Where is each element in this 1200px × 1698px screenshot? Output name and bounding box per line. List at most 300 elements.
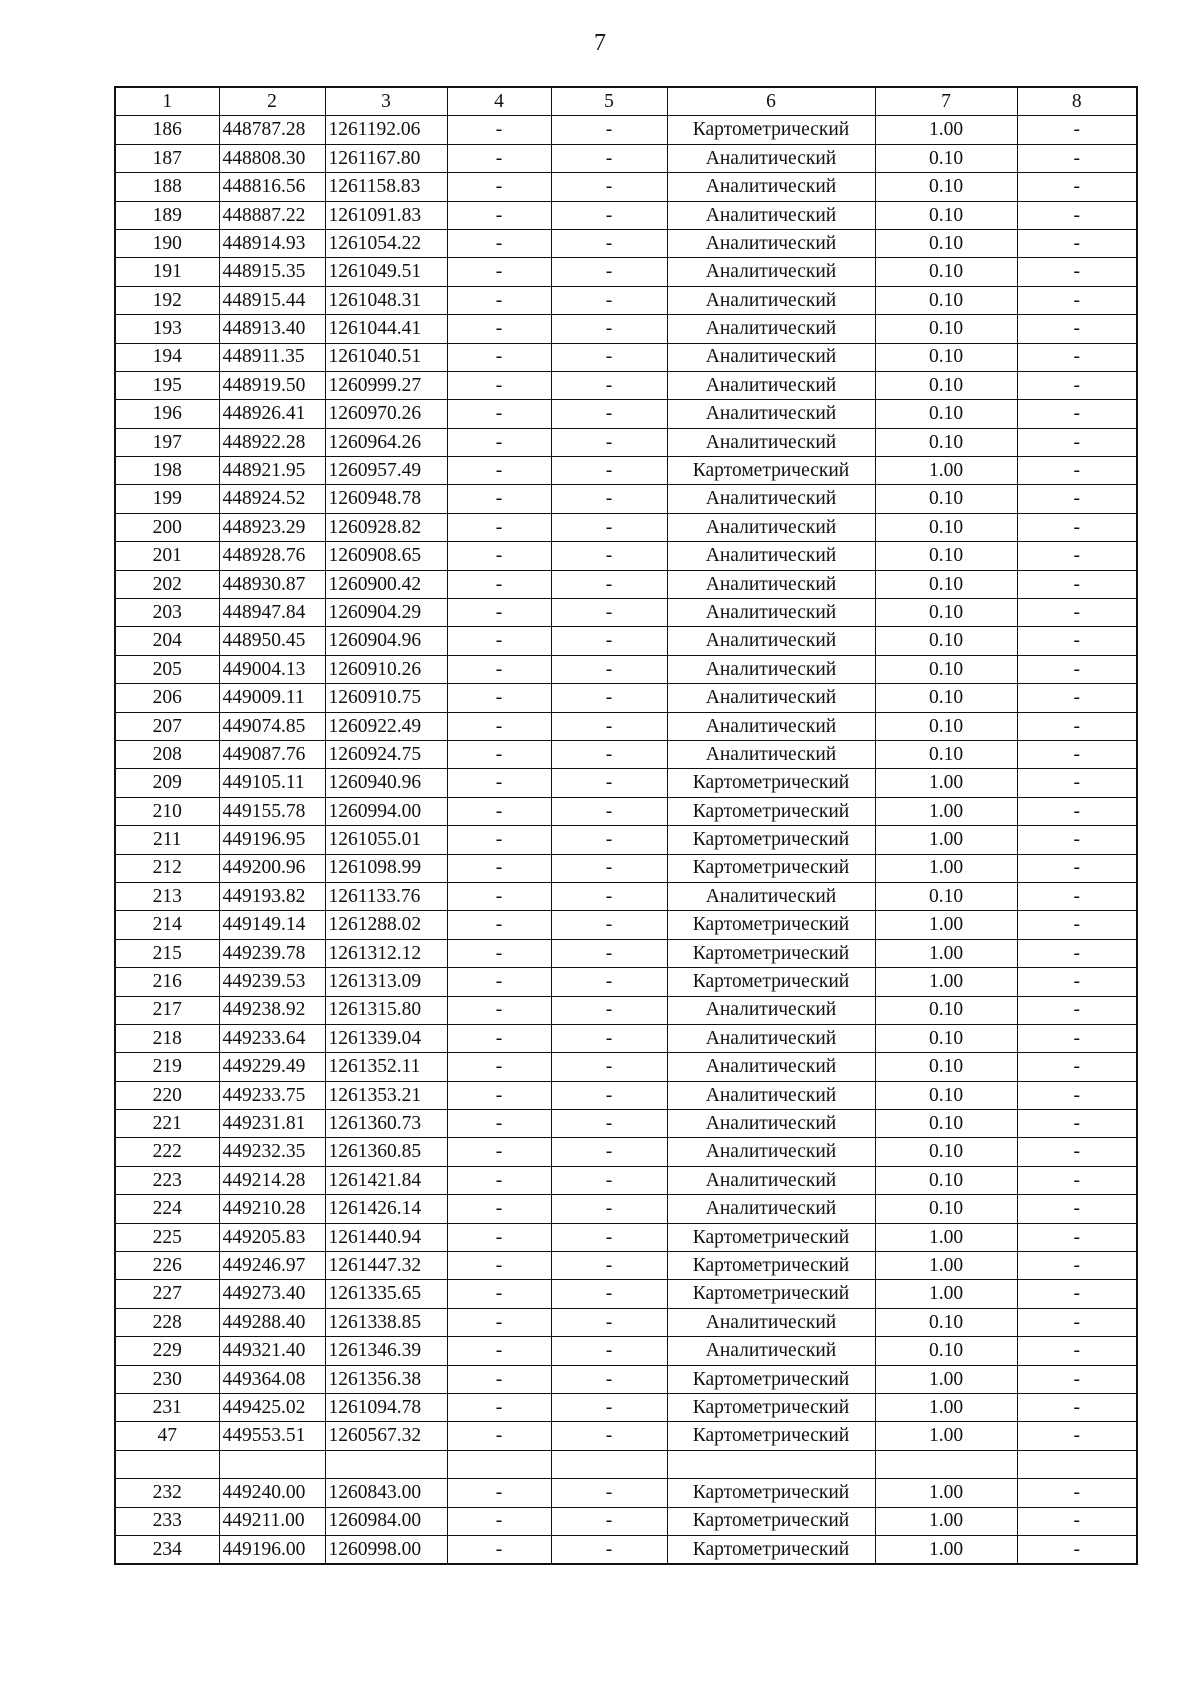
point-number: 214 xyxy=(115,911,219,939)
table-row xyxy=(115,485,1137,513)
column-8-value: - xyxy=(1017,1308,1137,1336)
x-coordinate: 449205.83 xyxy=(219,1223,325,1251)
point-number: 233 xyxy=(115,1507,219,1535)
column-5-value: - xyxy=(551,769,667,797)
accuracy-cell: 0.10 xyxy=(875,1110,1017,1138)
method-cell: Аналитический xyxy=(667,1110,875,1138)
column-8-value xyxy=(1017,1450,1137,1478)
method-cell: Картометрический xyxy=(667,457,875,485)
y-coordinate: 1260964.26 xyxy=(325,428,447,456)
column-5-value: - xyxy=(551,457,667,485)
column-5-value: - xyxy=(551,882,667,910)
table-row xyxy=(115,826,1137,854)
column-8-value: - xyxy=(1017,1535,1137,1564)
column-8-value: - xyxy=(1017,485,1137,513)
column-4-value: - xyxy=(447,201,551,229)
accuracy-cell: 0.10 xyxy=(875,1024,1017,1052)
accuracy-cell: 0.10 xyxy=(875,882,1017,910)
y-coordinate: 1261049.51 xyxy=(325,258,447,286)
column-8-value: - xyxy=(1017,797,1137,825)
point-number: 230 xyxy=(115,1365,219,1393)
x-coordinate: 449238.92 xyxy=(219,996,325,1024)
point-number: 220 xyxy=(115,1081,219,1109)
column-8-value: - xyxy=(1017,173,1137,201)
column-5-value: - xyxy=(551,1024,667,1052)
accuracy-cell: 0.10 xyxy=(875,513,1017,541)
column-8-value: - xyxy=(1017,1110,1137,1138)
accuracy-cell: 1.00 xyxy=(875,797,1017,825)
column-4-value: - xyxy=(447,513,551,541)
column-5-value: - xyxy=(551,1166,667,1194)
x-coordinate: 449196.00 xyxy=(219,1535,325,1564)
table-row xyxy=(115,1110,1137,1138)
column-8-value: - xyxy=(1017,882,1137,910)
x-coordinate: 448947.84 xyxy=(219,599,325,627)
x-coordinate: 449214.28 xyxy=(219,1166,325,1194)
column-8-value: - xyxy=(1017,286,1137,314)
x-coordinate: 448915.44 xyxy=(219,286,325,314)
y-coordinate: 1261288.02 xyxy=(325,911,447,939)
y-coordinate: 1261356.38 xyxy=(325,1365,447,1393)
column-5-value: - xyxy=(551,428,667,456)
column-4-value: - xyxy=(447,939,551,967)
point-number: 187 xyxy=(115,144,219,172)
column-8-value: - xyxy=(1017,1138,1137,1166)
y-coordinate: 1260940.96 xyxy=(325,769,447,797)
accuracy-cell: 0.10 xyxy=(875,684,1017,712)
method-cell: Картометрический xyxy=(667,797,875,825)
accuracy-cell: 1.00 xyxy=(875,939,1017,967)
point-number: 213 xyxy=(115,882,219,910)
y-coordinate: 1261192.06 xyxy=(325,116,447,144)
column-4-value: - xyxy=(447,1110,551,1138)
column-4-value: - xyxy=(447,116,551,144)
point-number: 215 xyxy=(115,939,219,967)
column-4-value: - xyxy=(447,1422,551,1450)
column-5-value: - xyxy=(551,1223,667,1251)
x-coordinate: 449004.13 xyxy=(219,655,325,683)
column-8-value: - xyxy=(1017,201,1137,229)
column-8-value: - xyxy=(1017,229,1137,257)
accuracy-cell: 0.10 xyxy=(875,1337,1017,1365)
column-4-value: - xyxy=(447,173,551,201)
column-4-value: - xyxy=(447,740,551,768)
column-8-value: - xyxy=(1017,1223,1137,1251)
table-row xyxy=(115,1479,1137,1507)
column-8-value: - xyxy=(1017,258,1137,286)
accuracy-cell: 0.10 xyxy=(875,286,1017,314)
column-8-value: - xyxy=(1017,1024,1137,1052)
y-coordinate: 1260910.26 xyxy=(325,655,447,683)
x-coordinate: 448911.35 xyxy=(219,343,325,371)
column-4-value: - xyxy=(447,826,551,854)
method-cell: Аналитический xyxy=(667,712,875,740)
accuracy-cell: 0.10 xyxy=(875,144,1017,172)
x-coordinate: 449200.96 xyxy=(219,854,325,882)
point-number: 204 xyxy=(115,627,219,655)
point-number: 223 xyxy=(115,1166,219,1194)
point-number: 199 xyxy=(115,485,219,513)
method-cell: Картометрический xyxy=(667,939,875,967)
method-cell: Картометрический xyxy=(667,1393,875,1421)
y-coordinate: 1261054.22 xyxy=(325,229,447,257)
method-cell: Картометрический xyxy=(667,1535,875,1564)
column-4-value: - xyxy=(447,1223,551,1251)
y-coordinate: 1260922.49 xyxy=(325,712,447,740)
x-coordinate: 449321.40 xyxy=(219,1337,325,1365)
column-5-value: - xyxy=(551,485,667,513)
accuracy-cell: 0.10 xyxy=(875,740,1017,768)
column-4-value: - xyxy=(447,1507,551,1535)
x-coordinate: 449239.78 xyxy=(219,939,325,967)
x-coordinate: 448787.28 xyxy=(219,116,325,144)
column-4-value: - xyxy=(447,1138,551,1166)
table-row xyxy=(115,939,1137,967)
point-number: 207 xyxy=(115,712,219,740)
y-coordinate: 1260904.96 xyxy=(325,627,447,655)
x-coordinate: 449240.00 xyxy=(219,1479,325,1507)
method-cell: Картометрический xyxy=(667,1365,875,1393)
method-cell: Картометрический xyxy=(667,854,875,882)
method-cell: Аналитический xyxy=(667,570,875,598)
column-5-value: - xyxy=(551,712,667,740)
x-coordinate: 448816.56 xyxy=(219,173,325,201)
method-cell: Аналитический xyxy=(667,201,875,229)
column-5-value: - xyxy=(551,939,667,967)
column-5-value: - xyxy=(551,542,667,570)
accuracy-cell: 0.10 xyxy=(875,627,1017,655)
x-coordinate: 449074.85 xyxy=(219,712,325,740)
x-coordinate: 449239.53 xyxy=(219,968,325,996)
accuracy-cell: 0.10 xyxy=(875,371,1017,399)
column-4-value: - xyxy=(447,1337,551,1365)
table-row xyxy=(115,457,1137,485)
y-coordinate: 1260843.00 xyxy=(325,1479,447,1507)
column-8-value: - xyxy=(1017,599,1137,627)
point-number: 202 xyxy=(115,570,219,598)
table-row xyxy=(115,655,1137,683)
x-coordinate: 448928.76 xyxy=(219,542,325,570)
table-row xyxy=(115,343,1137,371)
table-row xyxy=(115,1223,1137,1251)
column-5-value: - xyxy=(551,1535,667,1564)
y-coordinate: 1261346.39 xyxy=(325,1337,447,1365)
column-4-value: - xyxy=(447,797,551,825)
y-coordinate: 1260957.49 xyxy=(325,457,447,485)
column-8-value: - xyxy=(1017,939,1137,967)
column-8-value: - xyxy=(1017,1053,1137,1081)
column-4-value: - xyxy=(447,911,551,939)
table-row xyxy=(115,1024,1137,1052)
point-number: 217 xyxy=(115,996,219,1024)
x-coordinate: 448924.52 xyxy=(219,485,325,513)
column-4-value: - xyxy=(447,258,551,286)
column-4-value: - xyxy=(447,882,551,910)
y-coordinate: 1261313.09 xyxy=(325,968,447,996)
column-4-value: - xyxy=(447,1024,551,1052)
column-8-value: - xyxy=(1017,457,1137,485)
y-coordinate: 1261098.99 xyxy=(325,854,447,882)
point-number: 205 xyxy=(115,655,219,683)
method-cell: Аналитический xyxy=(667,1053,875,1081)
table-row xyxy=(115,1138,1137,1166)
table-row xyxy=(115,116,1137,144)
column-5-value: - xyxy=(551,173,667,201)
point-number: 200 xyxy=(115,513,219,541)
column-5-value: - xyxy=(551,854,667,882)
column-5-value: - xyxy=(551,1252,667,1280)
method-cell: Аналитический xyxy=(667,627,875,655)
y-coordinate: 1261133.76 xyxy=(325,882,447,910)
point-number: 188 xyxy=(115,173,219,201)
column-4-value: - xyxy=(447,1479,551,1507)
y-coordinate: 1261360.85 xyxy=(325,1138,447,1166)
column-4-value: - xyxy=(447,1053,551,1081)
accuracy-cell: 0.10 xyxy=(875,655,1017,683)
column-8-value: - xyxy=(1017,854,1137,882)
column-8-value: - xyxy=(1017,1337,1137,1365)
x-coordinate: 449210.28 xyxy=(219,1195,325,1223)
column-5-value: - xyxy=(551,655,667,683)
table-row xyxy=(115,1422,1137,1450)
method-cell: Картометрический xyxy=(667,1422,875,1450)
method-cell: Картометрический xyxy=(667,116,875,144)
x-coordinate: 449246.97 xyxy=(219,1252,325,1280)
column-5-value: - xyxy=(551,1308,667,1336)
method-cell: Картометрический xyxy=(667,826,875,854)
y-coordinate: 1260994.00 xyxy=(325,797,447,825)
method-cell: Картометрический xyxy=(667,968,875,996)
method-cell: Аналитический xyxy=(667,684,875,712)
table-row xyxy=(115,968,1137,996)
table-row xyxy=(115,1308,1137,1336)
method-cell: Аналитический xyxy=(667,599,875,627)
table-row xyxy=(115,740,1137,768)
point-number: 194 xyxy=(115,343,219,371)
column-4-value: - xyxy=(447,655,551,683)
x-coordinate: 448808.30 xyxy=(219,144,325,172)
table-row xyxy=(115,996,1137,1024)
column-header: 2 xyxy=(219,87,325,116)
point-number: 192 xyxy=(115,286,219,314)
accuracy-cell: 1.00 xyxy=(875,1507,1017,1535)
accuracy-cell: 1.00 xyxy=(875,911,1017,939)
column-5-value: - xyxy=(551,1507,667,1535)
page-number: 7 xyxy=(594,30,606,56)
column-4-value: - xyxy=(447,286,551,314)
column-5-value: - xyxy=(551,599,667,627)
column-5-value: - xyxy=(551,968,667,996)
accuracy-cell: 1.00 xyxy=(875,1280,1017,1308)
accuracy-cell: 1.00 xyxy=(875,1479,1017,1507)
column-8-value: - xyxy=(1017,570,1137,598)
table-row xyxy=(115,513,1137,541)
column-8-value: - xyxy=(1017,343,1137,371)
column-4-value: - xyxy=(447,428,551,456)
column-8-value: - xyxy=(1017,1280,1137,1308)
accuracy-cell: 0.10 xyxy=(875,542,1017,570)
column-5-value: - xyxy=(551,1393,667,1421)
table-row xyxy=(115,229,1137,257)
y-coordinate: 1260999.27 xyxy=(325,371,447,399)
column-8-value: - xyxy=(1017,996,1137,1024)
x-coordinate: 449196.95 xyxy=(219,826,325,854)
accuracy-cell: 0.10 xyxy=(875,599,1017,627)
column-4-value: - xyxy=(447,542,551,570)
table-row xyxy=(115,769,1137,797)
table-row xyxy=(115,1393,1137,1421)
method-cell: Аналитический xyxy=(667,144,875,172)
column-5-value: - xyxy=(551,911,667,939)
y-coordinate: 1260928.82 xyxy=(325,513,447,541)
point-number: 210 xyxy=(115,797,219,825)
x-coordinate: 449105.11 xyxy=(219,769,325,797)
x-coordinate: 449364.08 xyxy=(219,1365,325,1393)
column-4-value: - xyxy=(447,854,551,882)
point-number: 234 xyxy=(115,1535,219,1564)
column-8-value: - xyxy=(1017,1422,1137,1450)
column-4-value: - xyxy=(447,1081,551,1109)
table-row xyxy=(115,542,1137,570)
column-8-value: - xyxy=(1017,400,1137,428)
table-row xyxy=(115,1053,1137,1081)
column-5-value: - xyxy=(551,343,667,371)
column-4-value: - xyxy=(447,968,551,996)
column-8-value: - xyxy=(1017,1081,1137,1109)
accuracy-cell: 0.10 xyxy=(875,485,1017,513)
y-coordinate: 1261335.65 xyxy=(325,1280,447,1308)
column-5-value: - xyxy=(551,1081,667,1109)
column-4-value: - xyxy=(447,627,551,655)
y-coordinate: 1261360.73 xyxy=(325,1110,447,1138)
y-coordinate: 1261048.31 xyxy=(325,286,447,314)
method-cell: Аналитический xyxy=(667,343,875,371)
accuracy-cell: 1.00 xyxy=(875,854,1017,882)
column-8-value: - xyxy=(1017,1195,1137,1223)
method-cell: Картометрический xyxy=(667,1280,875,1308)
column-8-value: - xyxy=(1017,144,1137,172)
point-number: 191 xyxy=(115,258,219,286)
column-5-value: - xyxy=(551,400,667,428)
y-coordinate: 1260984.00 xyxy=(325,1507,447,1535)
table-row xyxy=(115,1081,1137,1109)
accuracy-cell: 0.10 xyxy=(875,343,1017,371)
column-5-value: - xyxy=(551,1195,667,1223)
column-8-value: - xyxy=(1017,712,1137,740)
x-coordinate: 448950.45 xyxy=(219,627,325,655)
method-cell: Картометрический xyxy=(667,1223,875,1251)
table-row xyxy=(115,882,1137,910)
method-cell: Аналитический xyxy=(667,996,875,1024)
column-5-value: - xyxy=(551,513,667,541)
column-header: 7 xyxy=(875,87,1017,116)
accuracy-cell xyxy=(875,1450,1017,1478)
y-coordinate: 1260900.42 xyxy=(325,570,447,598)
column-4-value: - xyxy=(447,712,551,740)
column-5-value: - xyxy=(551,315,667,343)
table-row xyxy=(115,1166,1137,1194)
accuracy-cell: 0.10 xyxy=(875,1166,1017,1194)
column-8-value: - xyxy=(1017,627,1137,655)
x-coordinate: 449232.35 xyxy=(219,1138,325,1166)
table-row xyxy=(115,258,1137,286)
table-row xyxy=(115,144,1137,172)
point-number: 195 xyxy=(115,371,219,399)
point-number: 208 xyxy=(115,740,219,768)
accuracy-cell: 1.00 xyxy=(875,116,1017,144)
accuracy-cell: 1.00 xyxy=(875,1223,1017,1251)
column-header: 3 xyxy=(325,87,447,116)
method-cell: Картометрический xyxy=(667,1507,875,1535)
method-cell xyxy=(667,1450,875,1478)
table-row xyxy=(115,570,1137,598)
point-number: 228 xyxy=(115,1308,219,1336)
y-coordinate: 1260567.32 xyxy=(325,1422,447,1450)
column-8-value: - xyxy=(1017,428,1137,456)
method-cell: Аналитический xyxy=(667,229,875,257)
x-coordinate: 448913.40 xyxy=(219,315,325,343)
accuracy-cell: 0.10 xyxy=(875,428,1017,456)
accuracy-cell: 1.00 xyxy=(875,1422,1017,1450)
point-number: 47 xyxy=(115,1422,219,1450)
point-number: 229 xyxy=(115,1337,219,1365)
table-row xyxy=(115,599,1137,627)
y-coordinate: 1261353.21 xyxy=(325,1081,447,1109)
accuracy-cell: 1.00 xyxy=(875,1393,1017,1421)
accuracy-cell: 0.10 xyxy=(875,315,1017,343)
column-5-value: - xyxy=(551,826,667,854)
y-coordinate: 1261338.85 xyxy=(325,1308,447,1336)
column-4-value: - xyxy=(447,371,551,399)
table-row xyxy=(115,173,1137,201)
column-4-value: - xyxy=(447,1280,551,1308)
y-coordinate: 1260904.29 xyxy=(325,599,447,627)
coordinates-table xyxy=(114,86,1138,1565)
column-5-value: - xyxy=(551,371,667,399)
method-cell: Аналитический xyxy=(667,315,875,343)
column-5-value: - xyxy=(551,1422,667,1450)
point-number: 211 xyxy=(115,826,219,854)
table-row xyxy=(115,315,1137,343)
column-5-value: - xyxy=(551,570,667,598)
accuracy-cell: 1.00 xyxy=(875,826,1017,854)
y-coordinate xyxy=(325,1450,447,1478)
method-cell: Аналитический xyxy=(667,371,875,399)
column-5-value: - xyxy=(551,1280,667,1308)
point-number: 198 xyxy=(115,457,219,485)
point-number: 196 xyxy=(115,400,219,428)
method-cell: Аналитический xyxy=(667,1024,875,1052)
x-coordinate: 449211.00 xyxy=(219,1507,325,1535)
y-coordinate: 1260970.26 xyxy=(325,400,447,428)
method-cell: Аналитический xyxy=(667,1195,875,1223)
x-coordinate: 449233.75 xyxy=(219,1081,325,1109)
column-5-value: - xyxy=(551,229,667,257)
y-coordinate: 1261091.83 xyxy=(325,201,447,229)
column-header: 8 xyxy=(1017,87,1137,116)
x-coordinate: 449009.11 xyxy=(219,684,325,712)
method-cell: Картометрический xyxy=(667,769,875,797)
table-row xyxy=(115,1535,1137,1564)
x-coordinate: 448926.41 xyxy=(219,400,325,428)
y-coordinate: 1261315.80 xyxy=(325,996,447,1024)
point-number: 231 xyxy=(115,1393,219,1421)
x-coordinate: 449193.82 xyxy=(219,882,325,910)
column-4-value: - xyxy=(447,1308,551,1336)
y-coordinate: 1260948.78 xyxy=(325,485,447,513)
column-8-value: - xyxy=(1017,315,1137,343)
column-8-value: - xyxy=(1017,740,1137,768)
